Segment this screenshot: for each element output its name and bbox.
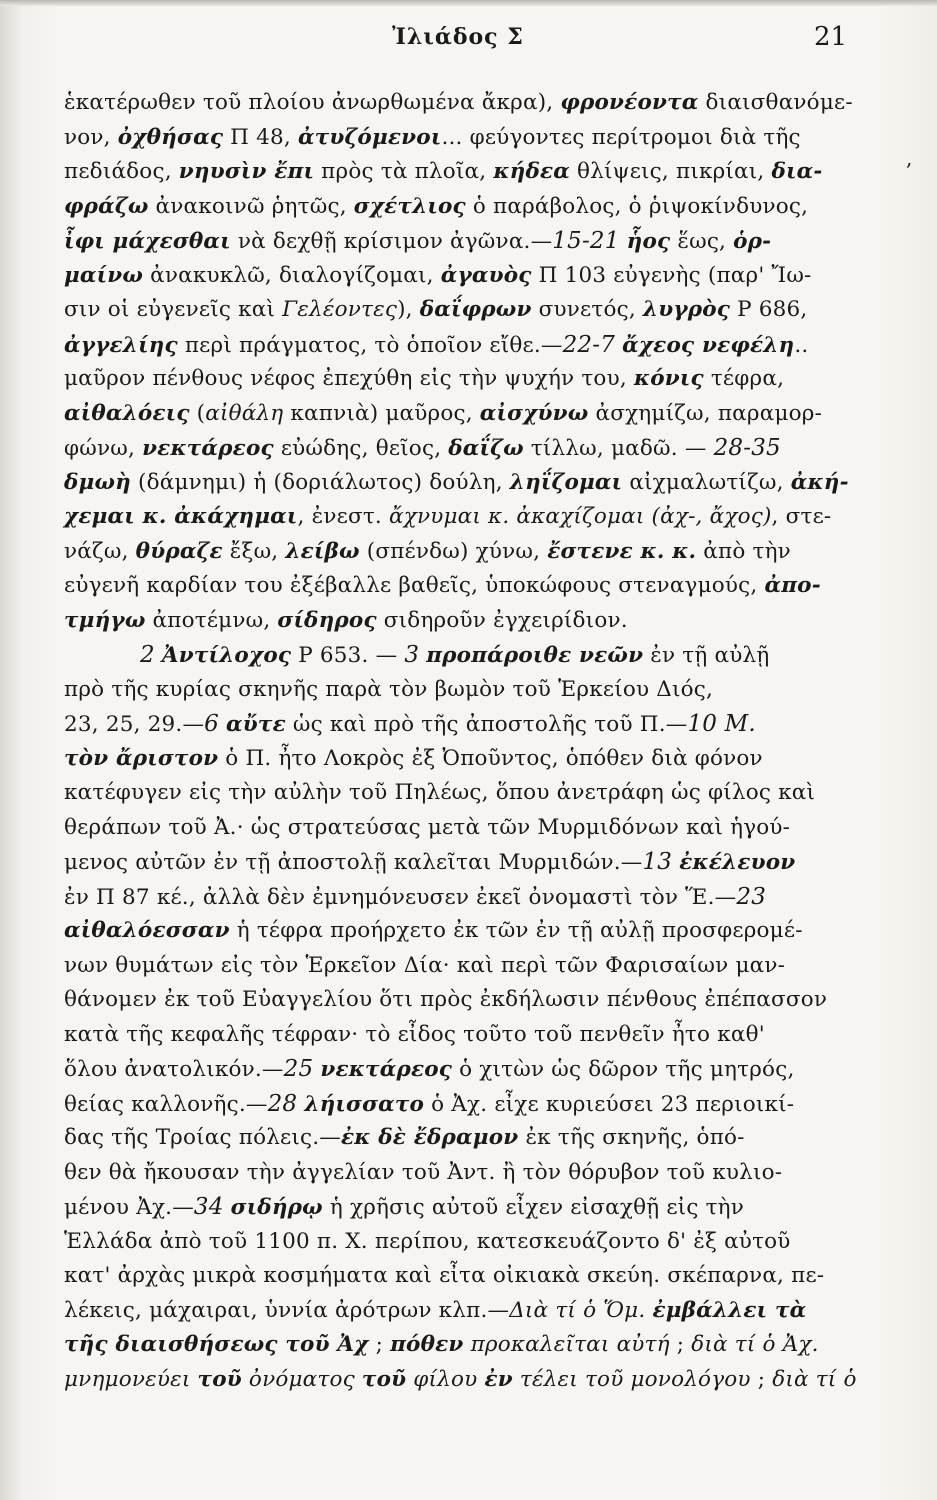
italic-gloss: τέλει τοῦ μονολόγου bbox=[519, 1366, 751, 1392]
italic-gloss: ὀνόματος bbox=[248, 1366, 355, 1392]
line-number-ref: 28-35 bbox=[713, 435, 781, 461]
italic-gloss: ἄχνυμαι κ. ἀκαχίζομαι (ἀχ-, ἄχος) bbox=[389, 504, 772, 529]
lemma: ἀγαυὸς bbox=[440, 262, 532, 288]
lemma: τοῦ bbox=[361, 1366, 407, 1392]
text-line: ἀγγελίης περὶ πράγματος, τὸ ὁποῖον εἴθε.—22-7 ἄχεος νεφέλη.. bbox=[64, 331, 809, 358]
line-number-ref: 22-7 bbox=[562, 331, 616, 358]
text-line: σιν οἱ εὐγενεῖς καὶ Γελέοντες), δαΐφρων συνετός, λυγρὸς Ρ 686, bbox=[64, 297, 808, 322]
line-number-ref: 34 bbox=[193, 1194, 224, 1220]
text-line: νων θυμάτων εἰς τὸν Ἑρκεῖον Δία· καὶ περὶ τῶν Φαρισαίων μαν- bbox=[64, 952, 786, 978]
lemma: ἧος bbox=[626, 229, 671, 254]
lemma: τῆς διαισθήσεως τοῦ Ἀχ bbox=[64, 1332, 369, 1357]
lemma: φρονέοντα bbox=[560, 90, 699, 115]
text-line: ἶφι μάχεσθαι νὰ δεχθῇ κρίσιμον ἀγῶνα.—15-21 ἧος ἕως, ὁρ- bbox=[64, 228, 772, 254]
italic-gloss: διὰ τί ὁ Ἀχ. bbox=[691, 1332, 819, 1357]
line-number-ref: 25 bbox=[283, 1056, 314, 1082]
lemma: δμωὴ bbox=[64, 469, 131, 495]
text-line: τῆς διαισθήσεως τοῦ Ἀχ ; πόθεν προκαλεῖται αὐτή ; διὰ τί ὁ Ἀχ. bbox=[64, 1332, 819, 1357]
commentary-text bbox=[64, 86, 884, 1397]
lemma: νεκτάρεος bbox=[320, 1057, 453, 1082]
text-line: πεδιάδος, νηυσὶν ἔπι πρὸς τὰ πλοῖα, κήδεα θλίψεις, πικρίαι, δια- bbox=[64, 159, 823, 184]
lemma: ἐν bbox=[484, 1366, 513, 1392]
lemma: σχέτλιος bbox=[353, 193, 466, 219]
line-number-ref: 28 bbox=[267, 1090, 298, 1117]
lemma: φράζω bbox=[64, 193, 149, 219]
text-line: φράζω ἀνακοινῶ ῥητῶς, σχέτλιος ὁ παράβολος, ὁ ῥιψοκίνδυνος, bbox=[64, 193, 809, 219]
lemma: ληΐζομαι bbox=[509, 469, 623, 495]
italic-gloss: φίλου bbox=[413, 1366, 478, 1392]
text-line: πρὸ τῆς κυρίας σκηνῆς παρὰ τὸν βωμὸν τοῦ Ἑρκείου Διός, bbox=[64, 676, 714, 702]
lemma: αἰθαλόεσσαν bbox=[64, 918, 230, 943]
text-line: θείας καλλονῆς.—28 λήισσατο ὁ Ἀχ. εἶχε κυριεύσει 23 περιοικί- bbox=[64, 1090, 795, 1117]
lemma: προπάροιθε νεῶν bbox=[426, 643, 644, 668]
italic-gloss: μνημονεύει bbox=[64, 1366, 191, 1392]
text-line: Ἑλλάδα ἀπὸ τοῦ 1100 π. Χ. περίπου, κατεσκευάζοντο δ' ἐξ αὐτοῦ bbox=[64, 1228, 791, 1254]
lemma: τὸν ἄριστον bbox=[64, 745, 219, 771]
lemma: δαΐφρων bbox=[419, 297, 532, 322]
text-line: τὸν ἄριστον ὁ Π. ἦτο Λοκρὸς ἐξ Ὀποῦντος, ὁπόθεν διὰ φόνον bbox=[64, 745, 763, 771]
text-line: κατ' ἀρχὰς μικρὰ κοσμήματα καὶ εἶτα οἰκιακὰ σκεύη. σκέπαρνα, πε- bbox=[64, 1263, 825, 1288]
line-number-ref: 13 bbox=[642, 849, 673, 875]
lemma: σιδήρῳ bbox=[230, 1195, 323, 1220]
text-line: μνημονεύει τοῦ ὀνόματος τοῦ φίλου ἐν τέλει τοῦ μονολόγου ; διὰ τί ὁ bbox=[64, 1366, 857, 1392]
text-line: δμωὴ (δάμνημι) ἡ (δοριάλωτος) δούλη, ληΐζομαι αἰχμαλωτίζω, ἀκή- bbox=[64, 469, 849, 495]
lemma: ἐκ δὲ ἔδραμον bbox=[340, 1125, 519, 1150]
line-number-ref: 15-21 bbox=[552, 228, 620, 254]
text-line: φώνω, νεκτάρεος εὐώδης, θεῖος, δαΐζω τίλλω, μαδῶ. — 28-35 bbox=[64, 435, 781, 461]
lemma: λείβω bbox=[285, 538, 360, 564]
text-line: 23, 25, 29.—6 αὔτε ὡς καὶ πρὸ τῆς ἀποστολῆς τοῦ Π.—10 Μ. bbox=[64, 711, 756, 737]
lemma: λυγρὸς bbox=[642, 297, 731, 322]
text-line: δας τῆς Τροίας πόλεις.—ἐκ δὲ ἔδραμον ἐκ τῆς σκηνῆς, ὁπό- bbox=[64, 1125, 745, 1150]
line-number-ref: 10 Μ. bbox=[687, 711, 756, 737]
lemma: Ἀντίλοχος bbox=[161, 643, 292, 668]
lemma: ἄχεος νεφέλη bbox=[622, 332, 795, 358]
lemma: ἐμβάλλει τὰ bbox=[652, 1297, 807, 1323]
lemma: αἰσχύνω bbox=[479, 400, 589, 426]
lemma: ἀτυζόμενοι bbox=[297, 124, 442, 150]
lemma: κόνις bbox=[633, 366, 704, 391]
text-line: μένου Ἀχ.—34 σιδήρῳ ἡ χρῆσις αὐτοῦ εἶχεν εἰσαχθῇ εἰς τὴν bbox=[64, 1194, 745, 1220]
lemma: θύραζε bbox=[135, 538, 223, 564]
text-line: θεν θὰ ἤκουσαν τὴν ἀγγελίαν τοῦ Ἀντ. ἢ τὸν θόρυβον τοῦ κυλιο- bbox=[64, 1159, 783, 1185]
page-number: 21 bbox=[814, 22, 848, 52]
text-line: 2 Ἀντίλοχος Ρ 653. — 3 προπάροιθε νεῶν ἐν τῇ αὐλῇ bbox=[140, 642, 770, 668]
lemma: αὔτε bbox=[226, 712, 286, 737]
lemma: δαΐζω bbox=[448, 436, 524, 461]
lemma: ἀγγελίης bbox=[64, 332, 178, 358]
italic-gloss: διὰ τί ὁ bbox=[772, 1366, 857, 1392]
italic-gloss: προκαλεῖται αὐτή bbox=[470, 1332, 670, 1357]
margin-mark: , bbox=[906, 146, 913, 170]
italic-gloss: Διὰ τί ὁ Ὅμ. bbox=[509, 1297, 646, 1323]
line-number-ref: 6 bbox=[204, 711, 219, 737]
lemma: λήισσατο bbox=[304, 1091, 425, 1117]
lemma: δια- bbox=[771, 159, 823, 184]
lemma: τοῦ bbox=[197, 1366, 242, 1392]
text-line: ἐν Π 87 κέ., ἀλλὰ δὲν ἐμνημόνευσεν ἐκεῖ ὀνομαστὶ τὸν Ἕ.—23 bbox=[64, 883, 767, 910]
italic-gloss: Γελέοντες bbox=[282, 297, 398, 322]
lemma: ἀπο- bbox=[764, 573, 821, 598]
lemma: αἰθαλόεις bbox=[64, 400, 190, 426]
lemma: σίδηρος bbox=[277, 607, 377, 633]
text-line: αἰθαλόεσσαν ἡ τέφρα προήρχετο ἐκ τῶν ἐν τῇ αὐλῇ προσφερομέ- bbox=[64, 918, 803, 943]
text-line: τμήγω ἀποτέμνω, σίδηρος σιδηροῦν ἐγχειρίδιον. bbox=[64, 607, 628, 633]
lemma: νεκτάρεος bbox=[142, 436, 274, 461]
running-title: Ἰλιάδος Σ bbox=[392, 24, 524, 50]
top-border bbox=[0, 0, 937, 6]
text-line: εὐγενῆ καρδίαν του ἐξέβαλλε βαθεῖς, ὑποκώφους στεναγμούς, ἀπο- bbox=[64, 573, 821, 598]
lemma: κήδεα bbox=[493, 159, 571, 184]
text-line: ἑκατέρωθεν τοῦ πλοίου ἀνωρθωμένα ἄκρα), φρονέοντα διαισθανόμε- bbox=[64, 90, 853, 115]
lemma: ἔστενε κ. κ. bbox=[547, 538, 697, 564]
lemma: μαίνω bbox=[64, 262, 144, 288]
running-head bbox=[0, 22, 937, 62]
line-number-ref: 2 bbox=[140, 642, 155, 668]
text-line: λέκεις, μάχαιραι, ὑννία ἀρότρων κλπ.—Διὰ τί ὁ Ὅμ. ἐμβάλλει τὰ bbox=[64, 1297, 807, 1323]
lemma: νηυσὶν ἔπι bbox=[178, 159, 315, 184]
line-number-ref: 3 bbox=[404, 642, 420, 668]
text-line: μαίνω ἀνακυκλῶ, διαλογίζομαι, ἀγαυὸς Π 103 εὐγενὴς (παρ' Ἴω- bbox=[64, 262, 812, 288]
lemma: ἀκή- bbox=[790, 469, 849, 495]
text-line: κατὰ τῆς κεφαλῆς τέφραν· τὸ εἶδος τοῦτο τοῦ πενθεῖν ἦτο καθ' bbox=[64, 1021, 765, 1047]
lemma: ἶφι μάχεσθαι bbox=[64, 229, 231, 254]
text-line: μαῦρον πένθους νέφος ἐπεχύθη εἰς τὴν ψυχήν του, κόνις τέφρα, bbox=[64, 366, 785, 391]
lemma: χεμαι κ. ἀκάχημαι bbox=[64, 504, 298, 529]
text-line: κατέφυγεν εἰς τὴν αὐλὴν τοῦ Πηλέως, ὅπου ἀνετράφη ὡς φίλος καὶ bbox=[64, 780, 816, 805]
line-number-ref: 23 bbox=[736, 883, 767, 910]
lemma: ὁρ- bbox=[733, 229, 772, 254]
text-line: θεράπων τοῦ Ἀ.· ὡς στρατεύσας μετὰ τῶν Μυρμιδόνων καὶ ἡγού- bbox=[64, 814, 791, 840]
text-line: θάνομεν ἐκ τοῦ Εὐαγγελίου ὅτι πρὸς ἐκδήλωσιν πένθους ἐπέπασσον bbox=[64, 987, 828, 1012]
text-line: μενος αὐτῶν ἐν τῇ ἀποστολῇ καλεῖται Μυρμιδών.—13 ἐκέλευον bbox=[64, 849, 796, 875]
lemma: ὀχθήσας bbox=[117, 124, 224, 150]
text-line: ὅλου ἀνατολικόν.—25 νεκτάρεος ὁ χιτὼν ὡς δῶρον τῆς μητρός, bbox=[64, 1056, 795, 1082]
italic-gloss: αἰθάλη bbox=[205, 400, 284, 426]
lemma: ἐκέλευον bbox=[679, 850, 796, 875]
text-line: νάζω, θύραζε ἔξω, λείβω (σπένδω) χύνω, ἔστενε κ. κ. ἀπὸ τὴν bbox=[64, 538, 791, 564]
text-line: νον, ὀχθήσας Π 48, ἀτυζόμενοι... φεύγοντες περίτρομοι διὰ τῆς bbox=[64, 124, 801, 150]
text-line: χεμαι κ. ἀκάχημαι, ἐνεστ. ἄχνυμαι κ. ἀκαχίζομαι (ἀχ-, ἄχος), στε- bbox=[64, 504, 832, 529]
lemma: πόθεν bbox=[390, 1332, 464, 1357]
lemma: τμήγω bbox=[64, 607, 146, 633]
text-line: αἰθαλόεις (αἰθάλη καπνιὰ) μαῦρος, αἰσχύνω ἀσχημίζω, παραμορ- bbox=[64, 400, 823, 426]
